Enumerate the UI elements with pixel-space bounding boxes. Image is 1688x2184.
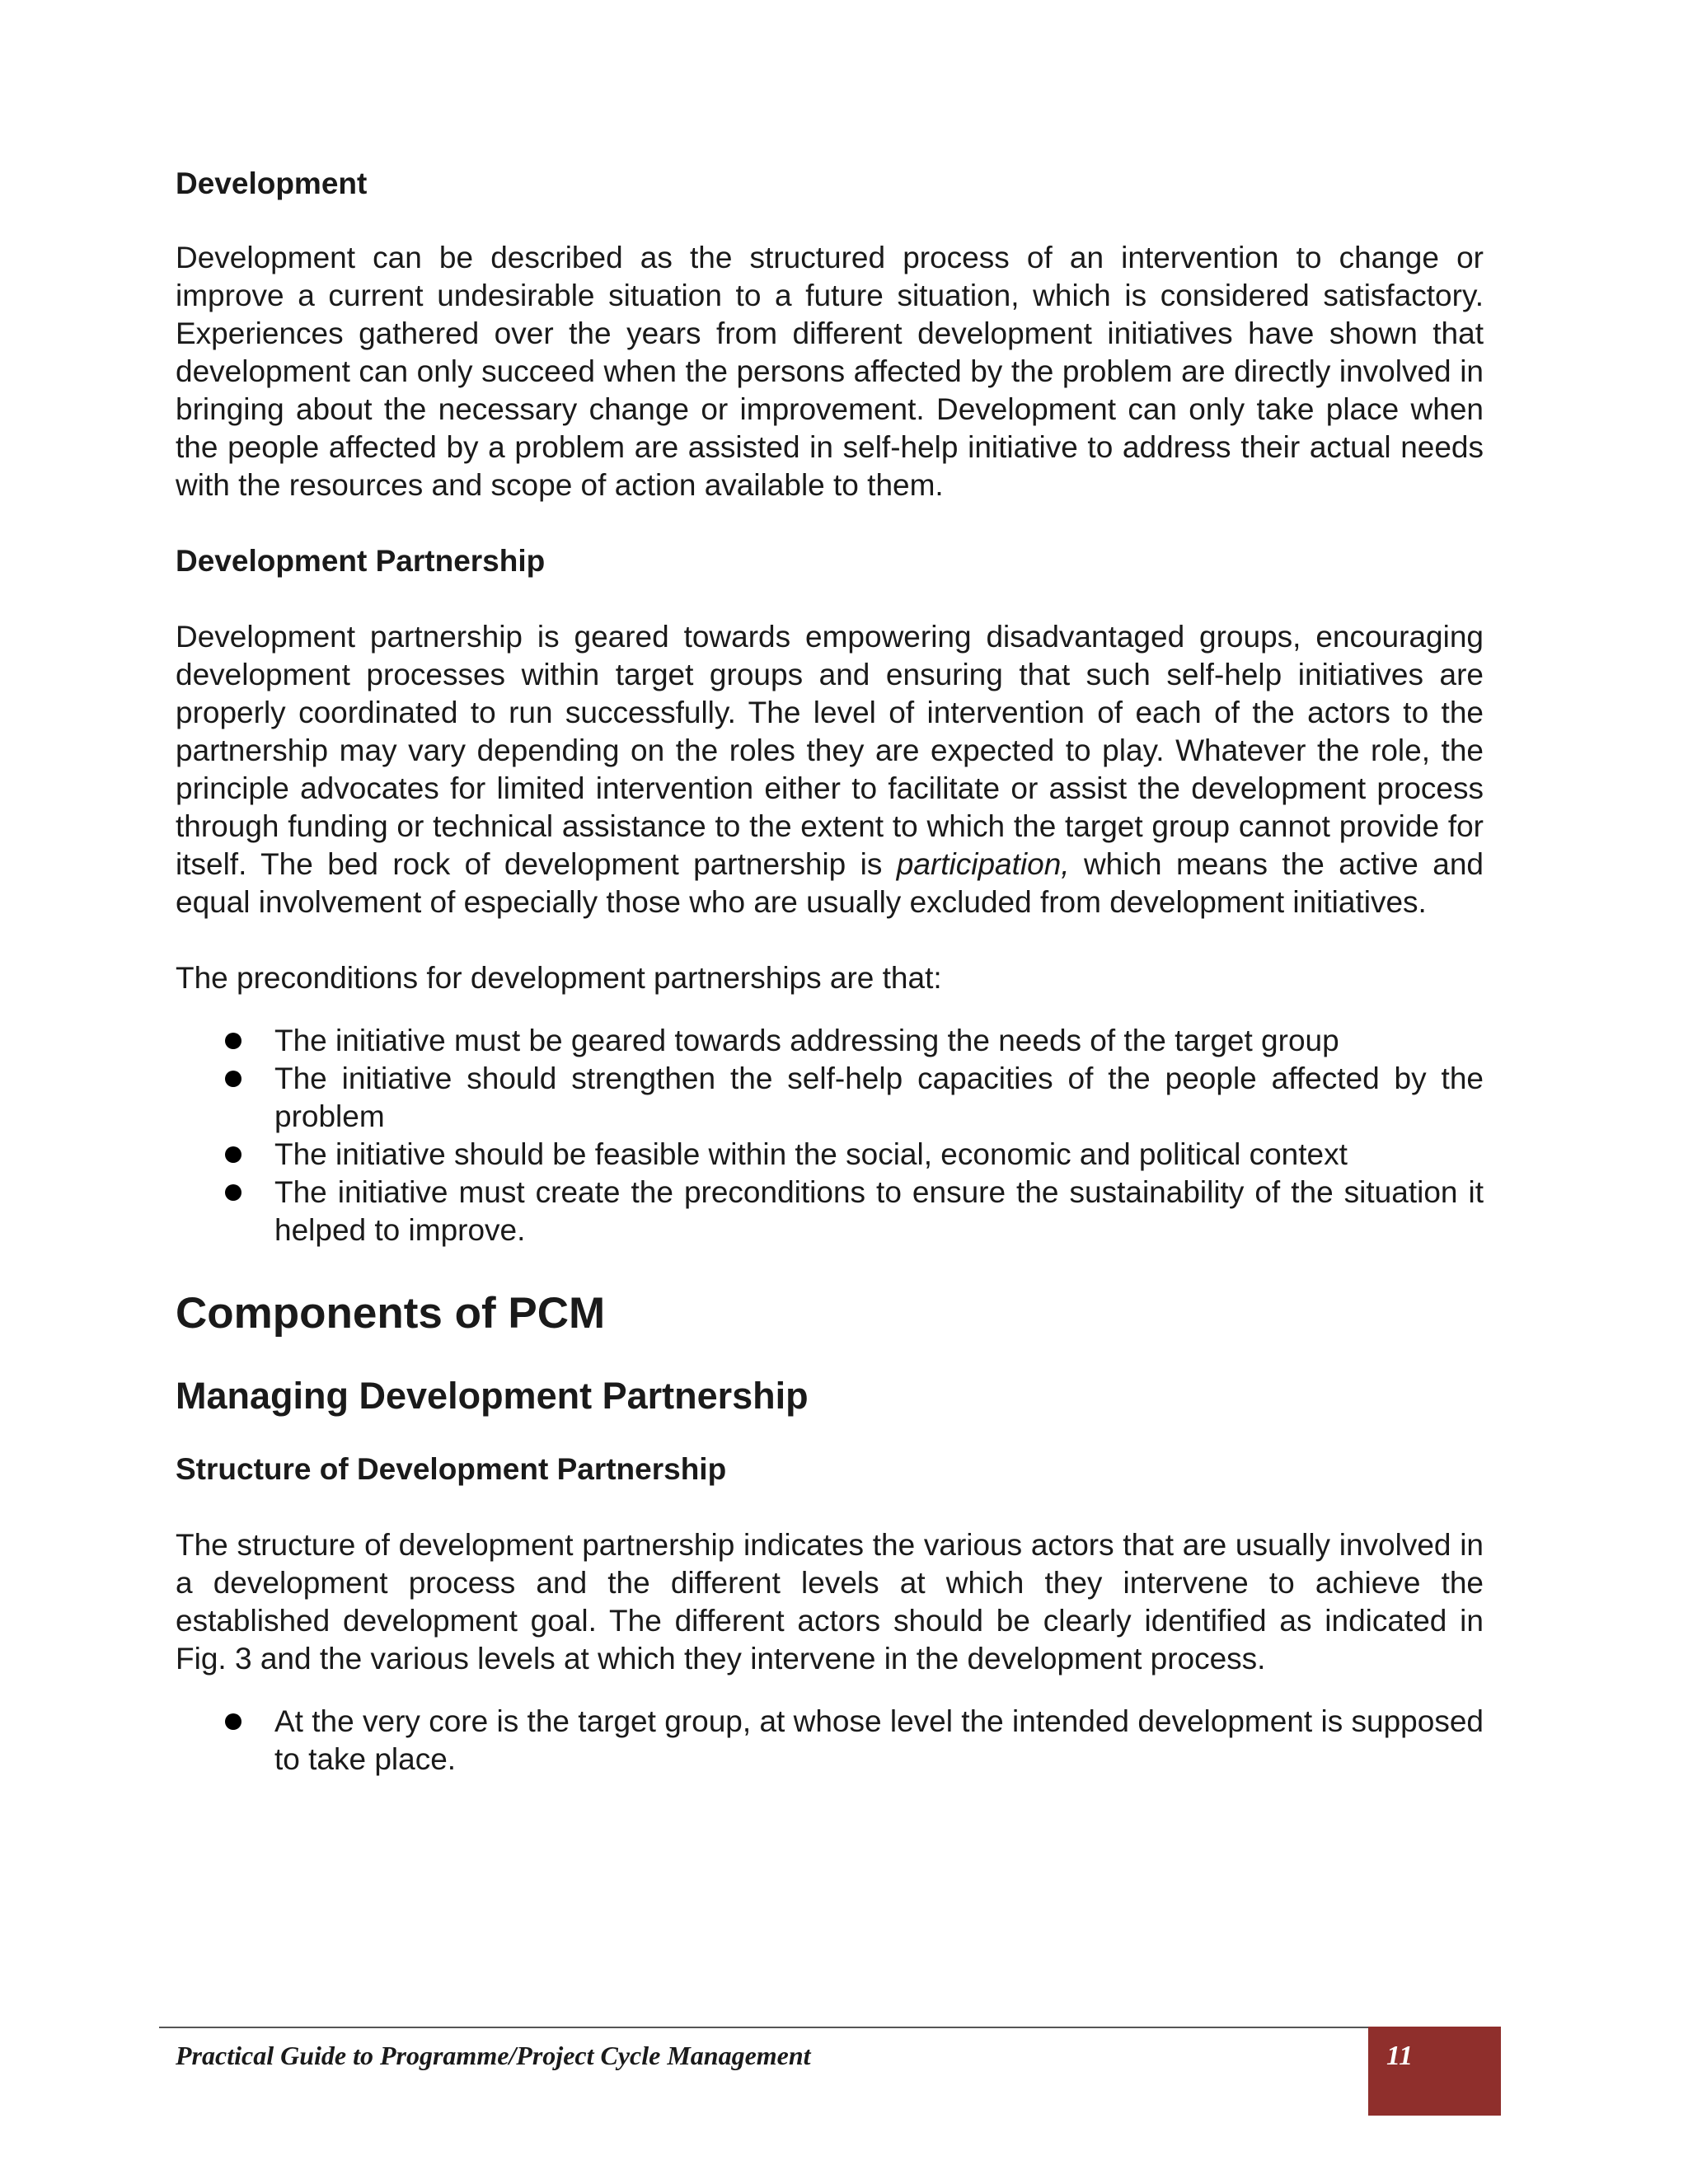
footer-divider [159, 2027, 1501, 2028]
bullet-icon [225, 1033, 241, 1049]
paragraph-text-part2: which means the active and equal involvement of especially those who are usually excluded from development initiatives. [176, 847, 1484, 919]
footer-title: Practical Guide to Programme/Project Cycle Management [176, 2041, 811, 2070]
page-number: 11 [1386, 2041, 1414, 2071]
emphasis-participation: participation, [896, 847, 1070, 881]
structure-list [225, 1703, 1484, 1779]
paragraph-development: Development can be described as the structured process of an intervention to change or improve a current undesirable situation to a future situation, which is considered satisfactory. Experiences gathered over the years from different development initiatives have shown that development can only succeed when the persons affected by the problem are directly involved in bringing about the necessary change or improvement. Development can only take place when the people affected by a problem are assisted in self-help initiative to address their actual needs with the resources and scope of action available to them. [176, 241, 1484, 502]
document-body [176, 165, 1484, 1779]
bullet-icon [225, 1146, 241, 1163]
heading-structure-of-development-partnership: Structure of Development Partnership [176, 1452, 727, 1486]
paragraph-text-part1: Development partnership is geared towards empowering disadvantaged groups, encouraging development processes within target groups and ensuring that such self-help initiatives are properly coordinated to run successfully. The level of intervention of each of the actors to the partnership may vary depending on the roles they are expected to play. Whatever the role, the principle advocates for limited intervention either to facilitate or assist the development process through funding or technical assistance to the extent to which the target group cannot provide for itself. The bed rock of development partnership is [176, 620, 1484, 881]
heading-development-partnership: Development Partnership [176, 544, 546, 578]
list-item: The initiative should strengthen the self-help capacities of the people affected by the problem [225, 1060, 1484, 1136]
heading-components-of-pcm: Components of PCM [176, 1289, 606, 1338]
paragraph-development-partnership [176, 618, 1484, 921]
paragraph-structure: The structure of development partnership indicates the various actors that are usually involved in a development process and the different levels at which they intervene to achieve the established development goal. The different actors should be clearly identified as indicated in Fig. 3 and the various levels at which they intervene in the development process. [176, 1528, 1484, 1675]
list-item: The initiative should be feasible within the social, economic and political context [225, 1136, 1484, 1174]
bullet-icon [225, 1184, 241, 1201]
heading-development: Development [176, 166, 368, 200]
list-item: At the very core is the target group, at whose level the intended development is supposed to take place. [225, 1703, 1484, 1779]
preconditions-intro: The preconditions for development partnerships are that: [176, 961, 942, 995]
preconditions-list [225, 1022, 1484, 1249]
list-item: The initiative must create the preconditions to ensure the sustainability of the situation it helped to improve. [225, 1174, 1484, 1249]
bullet-icon [225, 1071, 241, 1087]
bullet-icon [225, 1713, 241, 1730]
list-item: The initiative must be geared towards addressing the needs of the target group [225, 1022, 1484, 1060]
page-number-box [1368, 2027, 1501, 2116]
heading-managing-development-partnership: Managing Development Partnership [176, 1375, 809, 1417]
